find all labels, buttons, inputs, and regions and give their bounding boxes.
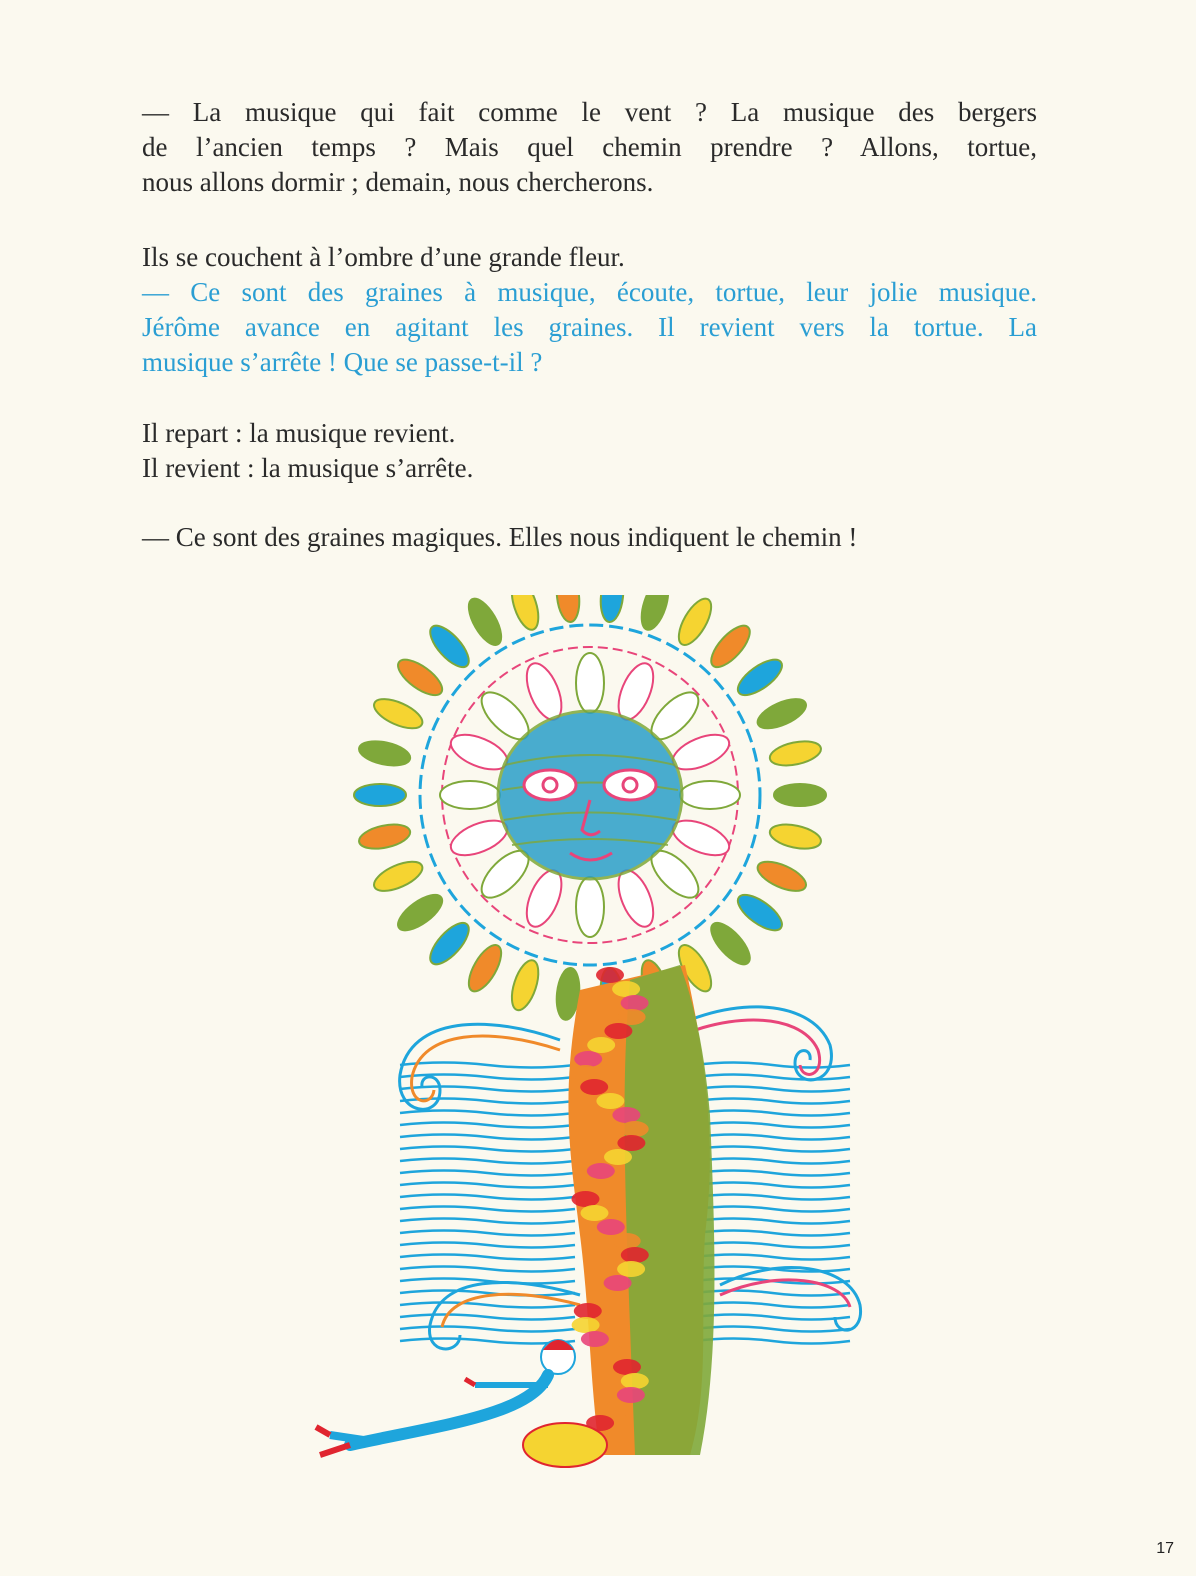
- stem-blob: [587, 1163, 615, 1179]
- flower-petal: [424, 917, 475, 970]
- stem-blob: [621, 1247, 649, 1263]
- stem-blob: [618, 1009, 646, 1025]
- wave-line: [695, 1159, 850, 1164]
- flower-petal: [598, 595, 625, 623]
- flower-petal: [554, 595, 581, 623]
- stem-blob: [597, 1219, 625, 1235]
- stem-blob: [574, 1303, 602, 1319]
- flower-petal: [357, 820, 412, 852]
- wave-line: [695, 1147, 850, 1152]
- wave-line: [400, 1087, 575, 1092]
- wave-line: [400, 1111, 575, 1116]
- wave-line: [695, 1231, 850, 1236]
- flower-petal: [774, 784, 826, 806]
- text-line: — La musique qui fait comme le vent ? La musique des bergers: [142, 97, 1037, 127]
- text-line: Il repart : la musique revient.: [142, 418, 456, 448]
- blue-text-line: Jérôme avance en agitant les graines. Il revient vers la tortue. La: [142, 312, 1037, 342]
- wave-line: [400, 1147, 575, 1152]
- stem-blob: [621, 1373, 649, 1389]
- wave-line: [695, 1291, 850, 1296]
- wave-line: [695, 1315, 850, 1320]
- stem-blob: [580, 1079, 608, 1095]
- wave-line: [695, 1195, 850, 1200]
- wave-line: [695, 1087, 850, 1092]
- page-number: 17: [1156, 1540, 1174, 1557]
- inner-petal: [680, 781, 740, 809]
- stem-blob: [617, 1135, 645, 1151]
- flower-petal: [732, 888, 787, 936]
- wave-line: [695, 1327, 850, 1332]
- stem-blob: [586, 1289, 614, 1305]
- wave-line: [400, 1327, 575, 1332]
- flower-petal: [507, 957, 544, 1013]
- flower-petal: [393, 653, 448, 701]
- blue-text-line: — Ce sont des graines à musique, écoute, tortue, leur jolie musique.: [142, 277, 1037, 307]
- wave-line: [695, 1255, 850, 1260]
- stem-blob: [604, 1275, 632, 1291]
- stem-blob: [581, 1205, 609, 1221]
- text-line: Il revient : la musique s’arrête.: [142, 453, 474, 483]
- flower-petal: [754, 693, 810, 734]
- flower-petal: [507, 595, 544, 633]
- stem-blob: [571, 1065, 599, 1081]
- paragraph-flower-shade: [142, 240, 1037, 380]
- wave-line: [400, 1255, 575, 1260]
- wave-line: [400, 1303, 575, 1308]
- stem-blob: [596, 967, 624, 983]
- stem-blob: [613, 1233, 641, 1249]
- flower-sun-illustration: [290, 595, 920, 1495]
- stem-blob: [572, 1317, 600, 1333]
- text-line: nous allons dormir ; demain, nous chercherons.: [142, 167, 654, 197]
- paragraph-repart: [142, 416, 1037, 486]
- inner-petal: [576, 877, 604, 937]
- wave-line: [400, 1231, 575, 1236]
- flower-petal: [357, 737, 412, 769]
- text-line: — Ce sont des graines magiques. Elles nous indiquent le chemin !: [142, 522, 858, 552]
- stem-blob: [617, 1387, 645, 1403]
- wave-line: [695, 1171, 850, 1176]
- wave-line: [400, 1063, 575, 1068]
- flower-petal: [754, 856, 810, 897]
- wave-line: [695, 1339, 850, 1344]
- stem-blob: [574, 1177, 602, 1193]
- stem-blob: [617, 1261, 645, 1277]
- flower-petal: [768, 820, 823, 852]
- stem-blob: [604, 1023, 632, 1039]
- flower-petal: [636, 595, 673, 633]
- wave-line: [400, 1195, 575, 1200]
- inner-petal: [440, 781, 500, 809]
- flower-petal: [705, 917, 756, 970]
- stem-blob: [587, 1037, 615, 1053]
- wave-line: [695, 1123, 850, 1128]
- wave-line: [695, 1099, 850, 1104]
- wave-line: [400, 1171, 575, 1176]
- wave-line: [400, 1207, 575, 1212]
- flower-petal: [768, 737, 823, 769]
- flower-petal: [462, 595, 507, 650]
- wave-line: [400, 1135, 575, 1140]
- stem-blob: [597, 1345, 625, 1361]
- stem-blob: [613, 1359, 641, 1375]
- stem-blob: [574, 1051, 602, 1067]
- wave-line: [400, 1183, 575, 1188]
- wave-line: [695, 1219, 850, 1224]
- stem-blob: [621, 1121, 649, 1137]
- flower-petal: [393, 888, 448, 936]
- stem-blob: [621, 995, 649, 1011]
- tortoise: [523, 1423, 607, 1467]
- wave-line: [695, 1303, 850, 1308]
- wave-line: [695, 1075, 850, 1080]
- stem-blob: [612, 1107, 640, 1123]
- flower-petal: [370, 856, 426, 897]
- sun-face: [498, 711, 682, 879]
- flower-petal: [732, 653, 787, 701]
- wave-line: [695, 1243, 850, 1248]
- wave-line: [695, 1063, 850, 1068]
- blue-text-line: musique s’arrête ! Que se passe-t-il ?: [142, 347, 543, 377]
- flower-petal: [462, 940, 507, 996]
- wave-line: [400, 1267, 575, 1272]
- flower-petal: [354, 784, 406, 806]
- flower-petal: [672, 595, 717, 650]
- wave-line: [400, 1219, 575, 1224]
- wave-line: [695, 1183, 850, 1188]
- flower-petal: [370, 693, 426, 734]
- wave-line: [695, 1111, 850, 1116]
- wave-line: [400, 1243, 575, 1248]
- text-line: de l’ancien temps ? Mais quel chemin prendre ? Allons, tortue,: [142, 132, 1037, 162]
- flower-petal: [424, 620, 475, 673]
- paragraph-magic-seeds: [142, 520, 1037, 555]
- stem-blob: [612, 981, 640, 997]
- inner-petal: [576, 653, 604, 713]
- stem-blob: [572, 1191, 600, 1207]
- wave-line: [400, 1123, 575, 1128]
- stem-blob: [596, 1093, 624, 1109]
- text-line: Ils se couchent à l’ombre d’une grande fleur.: [142, 242, 625, 272]
- stem-blob: [604, 1149, 632, 1165]
- wave-line: [695, 1207, 850, 1212]
- flower-petal: [705, 620, 756, 673]
- wave-line: [400, 1315, 575, 1320]
- paragraph-dialogue-music: [142, 95, 1037, 200]
- stem-blob: [581, 1331, 609, 1347]
- wave-line: [695, 1135, 850, 1140]
- stem-blob: [603, 1401, 631, 1417]
- wave-line: [400, 1159, 575, 1164]
